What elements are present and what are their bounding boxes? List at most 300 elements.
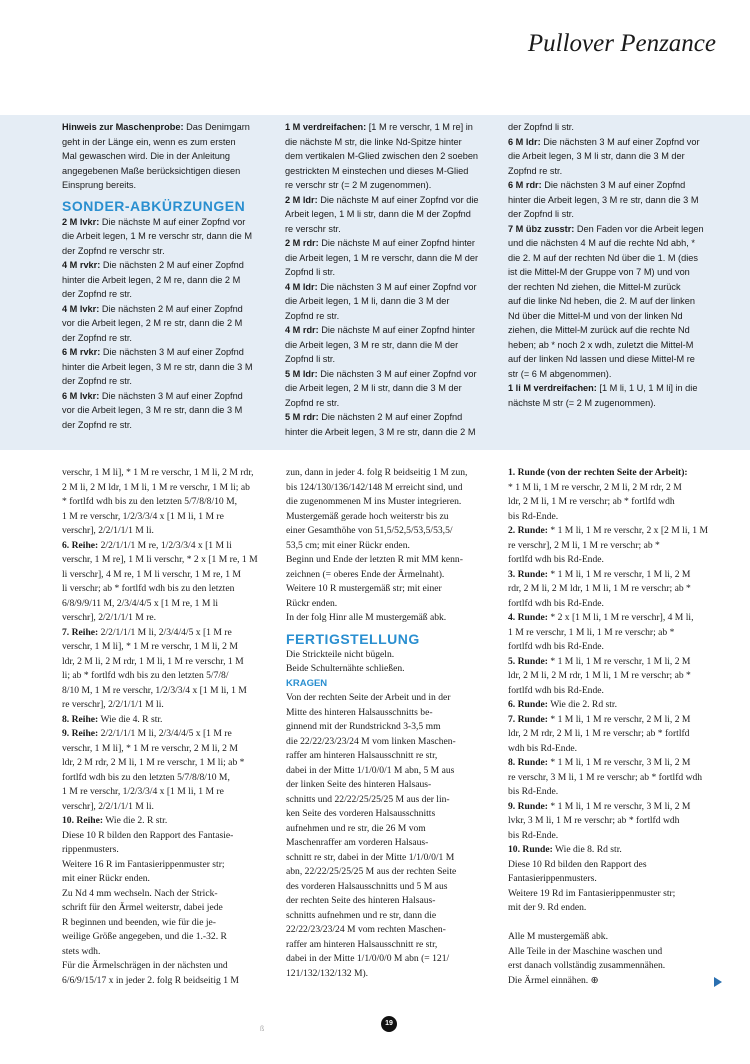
line-text: Die Ärmel einnähen. ⊕ [508, 974, 599, 986]
panel-column-3 [508, 120, 728, 410]
line-text: ginnend mit der Rundstricknd 3-3,5 mm [286, 721, 441, 732]
text-line [285, 410, 503, 425]
text-line [285, 294, 503, 309]
text-line [508, 800, 726, 815]
line-text: weilige Größe angegeben, und die 1.-32. R [62, 931, 227, 942]
line-text: ldr, 2 M rdr, 2 M li, 1 M re verschr; ab * fortlfd [508, 728, 690, 739]
text-line [286, 938, 498, 953]
text-line [508, 294, 728, 309]
line-text: nächste M str (= 2 M zugenommen). [508, 397, 656, 408]
text-line [508, 829, 726, 844]
section-heading: FERTIGSTELLUNG [286, 630, 420, 647]
text-line [286, 793, 498, 808]
term-label: 4 M lvkr: [62, 303, 100, 314]
term-label: 6 M rvkr: [62, 347, 101, 357]
text-line [285, 164, 503, 179]
text-line [508, 524, 726, 539]
line-text: auf der linken Nd lassen und diese Mittel-M re [508, 354, 695, 364]
line-text: 1 M re verschr, 1/2/3/3/4 x [1 M li, 1 M re [62, 510, 224, 522]
line-text: verschr, 1 M li], * 1 M re verschr, 1 M li, 2 M rdr, [62, 467, 254, 478]
line-text: re verschr str. [285, 223, 341, 234]
term-label: 7 M übz zusstr: [508, 223, 575, 234]
text-line [62, 887, 284, 902]
term-label: 3. Runde: [508, 568, 548, 580]
line-text: Zopfnd re str. [285, 397, 340, 408]
text-line [285, 236, 503, 251]
line-text: bis Rd-Ende. [508, 829, 559, 841]
text-line [508, 149, 728, 164]
text-line [62, 698, 284, 713]
line-text: verschr], 2/2/1/1/1 M li. [62, 800, 154, 812]
text-line [508, 597, 726, 612]
line-text: bis 124/130/136/142/148 M erreicht sind, und [286, 481, 463, 493]
line-text: mit der 9. Rd enden. [508, 902, 587, 913]
text-line [508, 338, 728, 353]
line-text: verschr, 1 M li], * 1 M re verschr, 2 M li, 2 M [62, 742, 238, 754]
text-line [62, 568, 284, 583]
text-line [285, 120, 503, 135]
line-text: der Zopfnd li str. [508, 122, 574, 132]
text-line [285, 178, 503, 193]
line-text: R beginnen und beenden, wie für die je- [62, 916, 216, 928]
text-line [508, 626, 726, 641]
line-text: Wie die 2. Rd str. [547, 699, 617, 710]
line-text: fortlfd wdh bis Rd-Ende. [508, 597, 604, 609]
text-line [286, 706, 498, 721]
line-text: re verschr], 2/2/1/1/1 M li. [62, 699, 164, 710]
line-text: Den Faden vor die Arbeit legen [574, 223, 704, 234]
text-line [62, 345, 282, 360]
line-text: str (= 6 M abgenommen). [508, 368, 612, 379]
text-line [508, 323, 728, 338]
text-line [508, 367, 728, 382]
text-line [286, 597, 498, 612]
term-label: 7. Reihe: [62, 626, 99, 638]
text-line [62, 582, 284, 597]
line-text: fortlfd wdh bis zu den letzten 5/7/8/8/10 M, [62, 771, 230, 783]
line-text: Beide Schulternähte schließen. [286, 663, 405, 674]
line-text: 2 M li, 2 M ldr, 1 M li, 1 M re verschr, 1 M li; ab [62, 481, 250, 493]
term-label: 8. Runde: [508, 757, 548, 768]
term-label: 8. Reihe: [62, 713, 99, 725]
text-line [508, 193, 728, 208]
text-line [62, 164, 282, 179]
text-line [62, 597, 284, 612]
text-line [508, 135, 728, 150]
line-text: * 1 M li, 1 M re verschr, 1 M li, 2 M [547, 655, 691, 667]
line-text: der rechten Nd ziehen, die Mittel-M zurück [508, 281, 681, 292]
line-text: hinter die Arbeit legen, 2 M re, dann die 2 M [62, 274, 241, 285]
line-text: wdh bis Rd-Ende. [508, 742, 578, 754]
text-line [508, 207, 728, 222]
text-line [62, 135, 282, 150]
line-text: schrift für den Ärmel weiterstr, dabei jede [62, 902, 223, 913]
line-text: li verschr], 4 M re, 1 M li verschr, 1 M re, 1 M [62, 568, 241, 580]
text-line [286, 662, 498, 677]
text-line [62, 510, 284, 525]
text-line [508, 481, 726, 496]
line-text: der linken Seite des hinteren Halsaus- [286, 779, 432, 790]
term-label: 9. Runde: [508, 800, 548, 812]
line-text: abn, 22/22/25/25/25 M aus der rechten Seite [286, 866, 457, 877]
text-line [285, 396, 503, 411]
text-line [508, 945, 726, 960]
text-line [62, 466, 284, 481]
term-label: Hinweis zur Maschenprobe: [62, 122, 184, 132]
line-text: Alle M mustergemäß abk. [508, 931, 609, 942]
text-line [62, 360, 282, 375]
text-line [62, 814, 284, 829]
line-text: Die Strickteile nicht bügeln. [286, 648, 395, 660]
line-text: Alle Teile in der Maschine waschen und [508, 945, 663, 957]
line-text: verschr, 1 M li], * 1 M re verschr, 1 M li, 2 M [62, 641, 238, 652]
line-text: * 1 M li, 1 M re verschr, 2 M li, 2 M [547, 713, 691, 725]
text-line [286, 466, 498, 481]
line-text: Rückr enden. [286, 597, 338, 609]
line-text: dem vertikalen M-Glied zwischen den 2 soeben [285, 151, 479, 161]
text-line [62, 916, 284, 931]
line-text: rippenmusters. [62, 844, 119, 855]
term-label: 1 li M verdreifachen: [508, 383, 597, 393]
text-line [62, 481, 284, 496]
line-text: ldr, 2 M li, 2 M rdr, 1 M li, 1 M re verschr, 1 M [62, 655, 244, 667]
text-line [285, 381, 503, 396]
line-text: 22/22/23/23/24 M vom rechten Maschen- [286, 924, 446, 935]
text-line [286, 611, 498, 626]
text-line [508, 959, 726, 974]
text-line [508, 756, 726, 771]
text-line [285, 207, 503, 222]
text-line [508, 309, 728, 324]
text-line [62, 901, 284, 916]
text-line [286, 894, 498, 909]
line-text: bis Rd-Ende. [508, 786, 559, 797]
text-line [508, 713, 726, 728]
text-line [508, 553, 726, 568]
text-line [508, 785, 726, 800]
text-line [285, 149, 503, 164]
text-line [508, 539, 726, 554]
line-text: dabei in der Mitte 1/1/0/0/1 M abn, 5 M aus [286, 764, 455, 776]
text-line [286, 764, 498, 779]
line-text: die Arbeit legen, 3 M li str, dann die 3 M der [508, 151, 685, 161]
line-text: hinter die Arbeit legen, 3 M re str, dann die 2 M [285, 426, 476, 437]
text-line [508, 684, 726, 699]
text-line [62, 684, 284, 699]
line-text: einer Gesamthöhe von 51,5/52,5/53,5/53,5/ [286, 525, 453, 536]
line-text: fortlfd wdh bis Rd-Ende. [508, 641, 604, 652]
text-line [508, 669, 726, 684]
line-text: Die nächste M auf einer Zopfnd vor [99, 216, 246, 227]
line-text: fortlfd wdh bis Rd-Ende. [508, 684, 604, 696]
line-text: Mal gewaschen wird. Die in der Anleitung [62, 151, 231, 161]
line-text: verschr], 2/2/1/1/1 M re. [62, 612, 157, 623]
text-line [508, 901, 726, 916]
text-line [286, 539, 498, 554]
line-text: hinter die Arbeit legen, 3 M re str, dann die 3 M [62, 361, 253, 372]
term-label: 7. Runde: [508, 713, 548, 725]
line-text: ziehen, die Mittel-M zurück auf die rechte Nd [508, 325, 690, 335]
line-text: Diese 10 Rd bilden den Rapport des [508, 858, 647, 870]
line-text: Zu Nd 4 mm wechseln. Nach der Strick- [62, 887, 218, 899]
text-line [508, 236, 728, 251]
text-line [62, 843, 284, 858]
line-text: aufnehmen und re str, die 26 M vom [286, 822, 426, 834]
text-line [286, 851, 498, 866]
text-line [286, 495, 498, 510]
paragraph-gap [508, 916, 726, 931]
line-text: ldr, 2 M rdr, 2 M li, 1 M re verschr, 1 M li; ab * [62, 757, 245, 768]
text-line [508, 814, 726, 829]
line-text: Die nächste M auf einer Zopfnd vor die [317, 194, 479, 205]
line-text: die Arbeit legen, 1 M li, dann die 3 M der [285, 296, 450, 306]
line-text: fortlfd wdh bis Rd-Ende. [508, 554, 604, 565]
line-text: Die nächste M auf einer Zopfnd hinter [318, 238, 475, 248]
line-text: vor die Arbeit legen, 3 M re str, dann die 3 M [62, 405, 243, 415]
term-label: 10. Runde: [508, 844, 553, 855]
text-line [508, 222, 728, 237]
line-text: der Zopfnd li str. [508, 209, 574, 219]
line-text: die 22/22/23/23/24 M vom linken Maschen- [286, 735, 456, 747]
text-line [508, 178, 728, 193]
line-text: Mitte des hinteren Halsausschnitts be- [286, 706, 433, 718]
text-line [286, 691, 498, 706]
text-line [285, 251, 503, 266]
line-text: * 1 M li, 1 M re verschr, 3 M li, 2 M [547, 800, 691, 812]
line-text: * 1 M li, 1 M re verschr, 2 M li, 2 M rdr, 2 M [508, 481, 682, 493]
text-line [62, 800, 284, 815]
text-line [508, 698, 726, 713]
line-text: Weitere 16 R im Fantasierippenmuster str; [62, 858, 225, 870]
line-text: der Zopfnd re str. [62, 419, 132, 430]
text-line [62, 930, 284, 945]
term-label: 10. Reihe: [62, 815, 104, 826]
text-line [286, 481, 498, 496]
line-text: 8/10 M, 1 M re verschr, 1/2/3/3/4 x [1 M li, 1 M [62, 684, 247, 696]
line-text: zeichnen (= oberes Ende der Ärmelnaht). [286, 568, 445, 580]
line-text: heben; ab * noch 2 x wdh, zuletzt die Mittel-M [508, 339, 694, 350]
line-text: verschr, 1 M re], 1 M li verschr, * 2 x [1 M re, 1 M [62, 554, 258, 565]
line-text: der Zopfnd re str. [62, 376, 132, 386]
line-text: die Arbeit legen, 3 M re str, dann die M der [285, 339, 459, 350]
line-text: re verschr str (= 2 M zugenommen). [285, 180, 432, 190]
text-line [286, 923, 498, 938]
text-line [62, 829, 284, 844]
line-text: schnitt re str, dabei in der Mitte 1/1/0/0/1 M [286, 851, 455, 863]
line-text: 2/2/1/1/1 M li, 2/3/4/4/5 x [1 M re [98, 626, 232, 638]
text-line [508, 872, 726, 887]
line-text: * 1 M li, 1 M re verschr, 3 M li, 2 M [547, 757, 691, 768]
term-label: 2 M lvkr: [62, 216, 100, 227]
text-line [508, 582, 726, 597]
line-text: schnitts aufnehmen und re str, dann die [286, 909, 437, 921]
term-label: 4. Runde: [508, 612, 548, 623]
line-text: Nd über die Mittel-M und von der linken Nd [508, 310, 683, 321]
term-label: 6 M ldr: [508, 136, 541, 147]
line-text: 6/8/9/9/11 M, 2/3/4/4/5 x [1 M re, 1 M li [62, 597, 219, 609]
term-label: 6. Reihe: [62, 539, 99, 551]
line-text: 2/2/1/1/1 M li, 2/3/4/4/5 x [1 M re [98, 728, 232, 739]
text-line [286, 952, 498, 967]
text-line [62, 669, 284, 684]
term-label: 4 M rdr: [285, 325, 319, 335]
line-text: Zopfnd re str. [285, 310, 340, 321]
line-text: Die nächsten 2 M auf einer Zopfnd [100, 260, 244, 270]
line-text: Wie die 4. R str. [98, 713, 163, 725]
text-line [62, 331, 282, 346]
line-text: die Arbeit legen, 1 M re verschr str, dann die M [62, 231, 252, 241]
line-text: dabei in der Mitte 1/1/0/0/0 M abn (= 121/ [286, 953, 450, 964]
body-column-1 [62, 466, 284, 988]
panel-column-1 [62, 120, 282, 432]
line-text: verschr], 2/2/1/1/1 M li. [62, 525, 154, 536]
line-text: auf die linke Nd heben, die 2. M auf der linken [508, 296, 695, 306]
line-text: der rechten Seite des hinteren Halsaus- [286, 895, 436, 906]
line-text: stets wdh. [62, 945, 101, 957]
line-text: ken Seite des vorderen Halsausschnitts [286, 808, 436, 819]
line-text: Für die Ärmelschrägen in der nächsten und [62, 960, 228, 971]
term-label: 2 M ldr: [285, 194, 318, 205]
line-text: Maschenraffer am vorderen Halsaus- [286, 837, 429, 848]
text-line [508, 251, 728, 266]
line-text: erst danach vollständig zusammennähen. [508, 960, 666, 971]
term-label: 9. Reihe: [62, 728, 99, 739]
text-line [508, 640, 726, 655]
text-line [285, 352, 503, 367]
text-line [285, 323, 503, 338]
text-line [286, 553, 498, 568]
text-line [62, 959, 284, 974]
text-line [286, 720, 498, 735]
text-line [286, 836, 498, 851]
line-text: Die nächsten 3 M auf einer Zopfnd [99, 390, 243, 401]
text-line [508, 466, 726, 481]
text-line [62, 229, 282, 244]
abbreviation-panel [0, 115, 750, 450]
text-line [508, 280, 728, 295]
text-line [286, 909, 498, 924]
line-text: rdr, 2 M li, 2 M ldr, 1 M li, 1 M re verschr; ab * [508, 583, 691, 594]
line-text: 1 M re verschr, 1/2/3/3/4 x [1 M li, 1 M re [62, 786, 224, 797]
line-text: Weitere 10 R mustergemäß str; mit einer [286, 583, 442, 594]
text-line [62, 178, 282, 193]
text-line [508, 396, 728, 411]
text-line [62, 120, 282, 135]
line-text: Diese 10 R bilden den Rapport des Fantasie- [62, 829, 234, 841]
line-text: Wie die 8. Rd str. [552, 844, 622, 855]
text-line [62, 872, 284, 887]
text-line [508, 655, 726, 670]
line-text: Die nächsten 3 M auf einer Zopfnd vor [317, 281, 477, 292]
text-line [286, 967, 498, 982]
text-line [285, 135, 503, 150]
line-text: Die nächsten 2 M auf einer Zopfnd [318, 412, 463, 422]
line-text: die zugenommenen M ins Muster integrieren. [286, 496, 462, 507]
text-line [508, 611, 726, 626]
text-line [62, 756, 284, 771]
line-text: * 1 M li, 1 M re verschr, 2 x [2 M li, 1 M [547, 525, 709, 536]
text-line [285, 222, 503, 237]
text-line [508, 930, 726, 945]
line-text: Weitere 19 Rd im Fantasierippenmuster str; [508, 887, 676, 899]
text-line [62, 640, 284, 655]
line-text: der Zopfnd re verschr str. [62, 245, 165, 256]
text-line [62, 655, 284, 670]
line-text: Von der rechten Seite der Arbeit und in der [286, 692, 451, 703]
text-line [62, 858, 284, 873]
line-text: geht in der Länge ein, wenn es zum ersten [62, 136, 236, 147]
text-line [508, 510, 726, 525]
line-text: der Zopfnd re str. [62, 289, 132, 299]
text-line [286, 865, 498, 880]
text-line [285, 338, 503, 353]
text-line [508, 727, 726, 742]
term-label: 6 M rdr: [508, 180, 542, 190]
line-text: * 2 x [1 M li, 1 M re verschr], 4 M li, [547, 612, 694, 623]
line-text: die Arbeit legen, 1 M re verschr, dann die M der [285, 252, 479, 263]
text-line [508, 381, 728, 396]
text-line [62, 374, 282, 389]
line-text: ldr, 2 M li, 2 M rdr, 1 M li, 1 M re verschr; ab * [508, 670, 691, 681]
line-text: Arbeit legen, 1 M li str, dann die M der Zopfnd [285, 209, 471, 219]
line-text: die nächste M str, die linke Nd-Spitze hinter [285, 136, 462, 147]
text-line [62, 945, 284, 960]
text-line [62, 149, 282, 164]
line-text: ldr, 2 M li, 1 M re verschr; ab * fortlfd wdh [508, 496, 675, 507]
text-line [286, 749, 498, 764]
term-label: 5 M ldr: [285, 368, 318, 379]
line-text: 6/6/9/15/17 x in jeder 2. folg R beidseitig 1 M [62, 974, 239, 986]
term-label: 4 M ldr: [285, 281, 318, 292]
line-text: * fortlfd wdh bis zu den letzten 5/7/8/8/10 M, [62, 496, 238, 507]
term-label: 1. Runde (von der rechten Seite der Arbeit): [508, 467, 688, 478]
text-line [508, 742, 726, 757]
text-line [62, 273, 282, 288]
line-text: Wie die 2. R str. [103, 815, 168, 826]
line-text: Das Denimgarn [183, 122, 250, 132]
text-line [286, 735, 498, 750]
text-line [62, 626, 284, 641]
line-text: mit einer Rückr enden. [62, 873, 150, 884]
text-line [508, 495, 726, 510]
line-text: re verschr], 2 M li, 1 M re verschr; ab * [508, 539, 660, 551]
text-line [62, 302, 282, 317]
line-text: Die nächsten 2 M auf einer Zopfnd [99, 303, 243, 314]
text-line [508, 974, 726, 989]
text-line [508, 120, 728, 135]
line-text: 1 M re verschr, 1 M li, 1 M re verschr; ab * [508, 626, 675, 638]
line-text: [1 M re verschr, 1 M re] in [366, 122, 473, 132]
continue-arrow-icon [714, 977, 722, 987]
text-line [62, 611, 284, 626]
line-text: zun, dann in jeder 4. folg R beidseitig 1 M zun, [286, 467, 468, 478]
text-line [508, 265, 728, 280]
text-line [508, 858, 726, 873]
line-text: Einsprung bereits. [62, 180, 137, 190]
body-column-3 [508, 466, 726, 988]
text-line [62, 771, 284, 786]
body-column-2 [286, 466, 498, 981]
line-text: Zopfnd li str. [285, 267, 336, 277]
text-line [286, 524, 498, 539]
panel-column-2 [285, 120, 503, 439]
text-line [285, 309, 503, 324]
line-text: In der folg Hinr alle M mustergemäß abk. [286, 612, 447, 623]
text-line [508, 771, 726, 786]
subsection-heading: KRAGEN [286, 677, 328, 689]
text-line [62, 524, 284, 539]
line-text: raffer am hinteren Halsausschnitt re str, [286, 938, 438, 950]
